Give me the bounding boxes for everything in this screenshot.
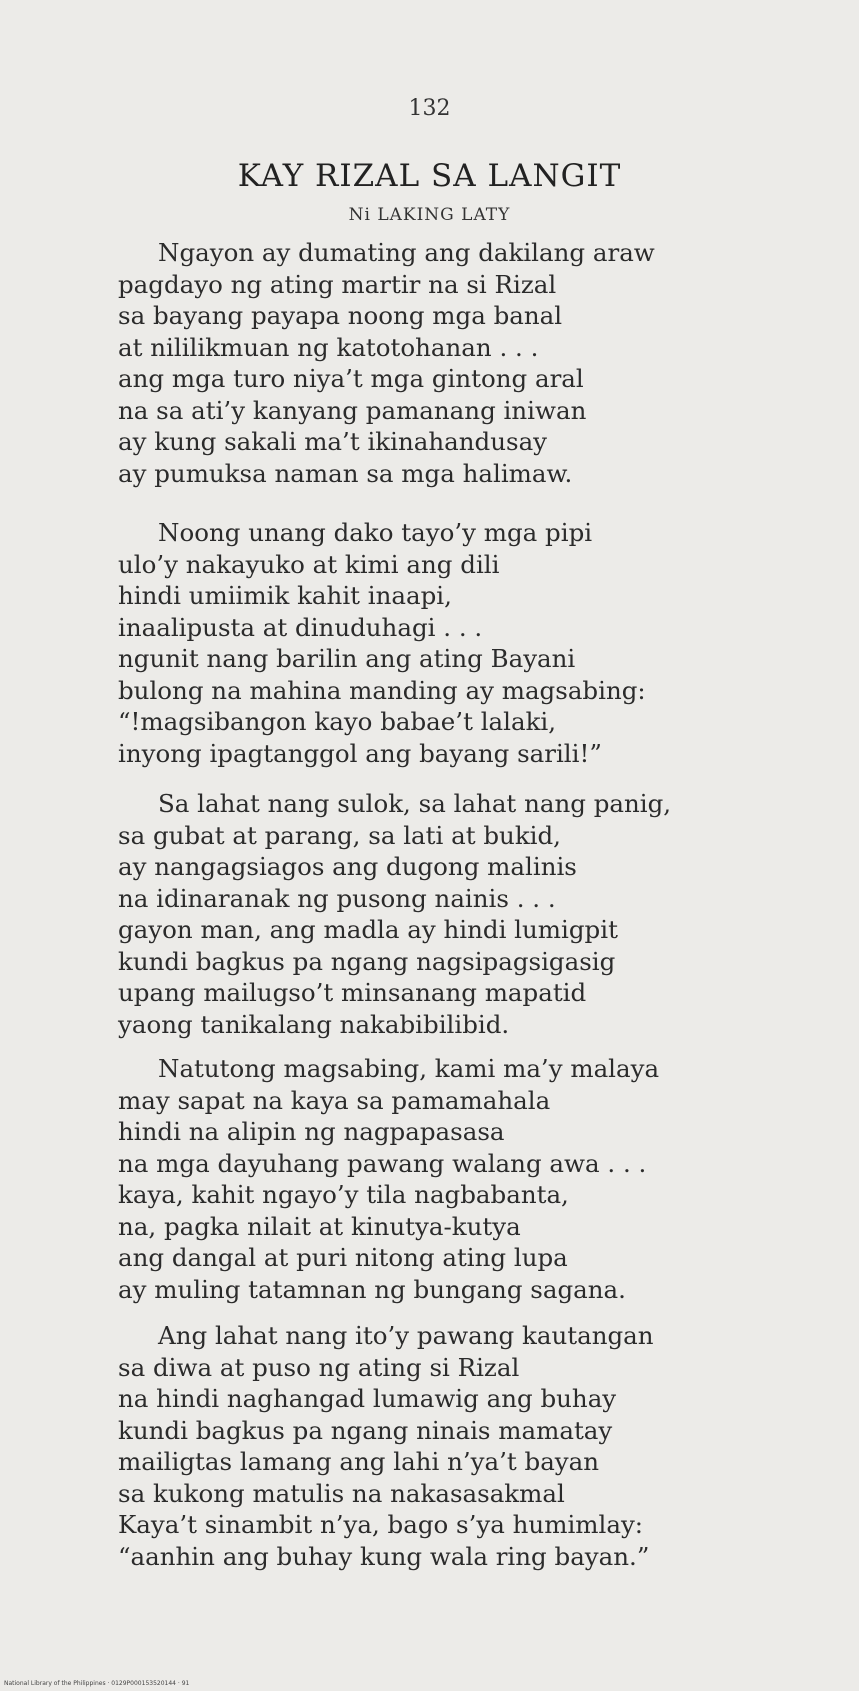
poem-line: sa diwa at puso ng ating si Rizal: [118, 1352, 520, 1382]
poem-line: na, pagka nilait at kinutya-kutya: [118, 1211, 521, 1241]
poem-line: gayon man, ang madla ay hindi lumigpit: [118, 915, 618, 944]
library-footer: National Library of the Philippines · 0129P000153520144 · 91: [4, 1680, 190, 1687]
poem-line: na hindi naghangad lumawig ang buhay: [118, 1384, 617, 1413]
poem-line: yaong tanikalang nakabibilibid.: [118, 1009, 510, 1039]
poem-line: sa bayang payapa noong mga banal: [118, 301, 563, 330]
poem-title: KAY RIZAL SA LANGIT: [237, 158, 622, 194]
poem-line: ang dangal at puri nitong ating lupa: [118, 1243, 568, 1272]
poem-line: Sa lahat nang sulok, sa lahat nang panig,: [158, 789, 672, 818]
poem-line: na mga dayuhang pawang walang awa . . .: [118, 1148, 647, 1178]
poem-line: ay nangagsiagos ang dugong malinis: [118, 852, 577, 881]
poem-line: Noong unang dako tayo’y mga pipi: [158, 518, 593, 547]
poem-line: Ngayon ay dumating ang dakilang araw: [158, 238, 655, 267]
poem-line: bulong na mahina manding ay magsabing:: [118, 675, 646, 705]
poem-line: ngunit nang barilin ang ating Bayani: [118, 644, 576, 673]
poem-line: Kaya’t sinambit n’ya, bago s’ya humimlay:: [118, 1510, 644, 1539]
poem-line: na sa ati’y kanyang pamanang iniwan: [118, 395, 587, 425]
stanza-3: [118, 788, 818, 1040]
poem-line: ay muling tatamnan ng bungang sagana.: [118, 1274, 626, 1304]
poem-line: Natutong magsabing, kami ma’y malaya: [158, 1054, 660, 1083]
poem-line: inyong ipagtanggol ang bayang sarili!”: [118, 738, 602, 768]
poem-author: Ni LAKING LATY: [348, 205, 511, 225]
poem-line: ay kung sakali ma’t ikinahandusay: [118, 427, 548, 456]
poem-line: kundi bagkus pa ngang nagsipagsigasig: [118, 946, 616, 976]
poem-line: ulo’y nakayuko at kimi ang dili: [118, 549, 500, 579]
poem-line: may sapat na kaya sa pamamahala: [118, 1085, 551, 1115]
poem-line: hindi na alipin ng nagpapasasa: [118, 1117, 505, 1146]
poem-line: inaalipusta at dinuduhagi . . .: [118, 612, 483, 642]
poem-line: kundi bagkus pa ngang ninais mamatay: [118, 1415, 613, 1445]
poem-line: pagdayo ng ating martir na si Rizal: [118, 269, 557, 299]
poem-line: hindi umiimik kahit inaapi,: [118, 581, 452, 610]
poem-line: sa gubat at parang, sa lati at bukid,: [118, 820, 561, 850]
poem-line: “aanhin ang buhay kung wala ring bayan.”: [118, 1541, 650, 1571]
poem-line: sa kukong matulis na nakasasakmal: [118, 1478, 565, 1508]
poem-line: ang mga turo niya’t mga gintong aral: [118, 364, 584, 393]
stanza-1: [118, 237, 818, 489]
poem-line: kaya, kahit ngayo’y tila nagbabanta,: [118, 1180, 569, 1209]
stanza-4: [118, 1053, 818, 1305]
poem-line: mailigtas lamang ang lahi n’ya’t bayan: [118, 1447, 600, 1476]
stanza-5: [118, 1320, 818, 1572]
poem-line: na idinaranak ng pusong nainis . . .: [118, 883, 556, 913]
poem-line: ay pumuksa naman sa mga halimaw.: [118, 458, 573, 488]
poem-line: at nililikmuan ng katotohanan . . .: [118, 332, 539, 362]
poem-line: upang mailugso’t minsanang mapatid: [118, 978, 587, 1007]
stanza-2: [118, 517, 818, 769]
poem-line: Ang lahat nang ito’y pawang kautangan: [158, 1321, 654, 1350]
poem-line: “!magsibangon kayo babae’t lalaki,: [118, 707, 557, 736]
page-number: 132: [408, 96, 451, 121]
